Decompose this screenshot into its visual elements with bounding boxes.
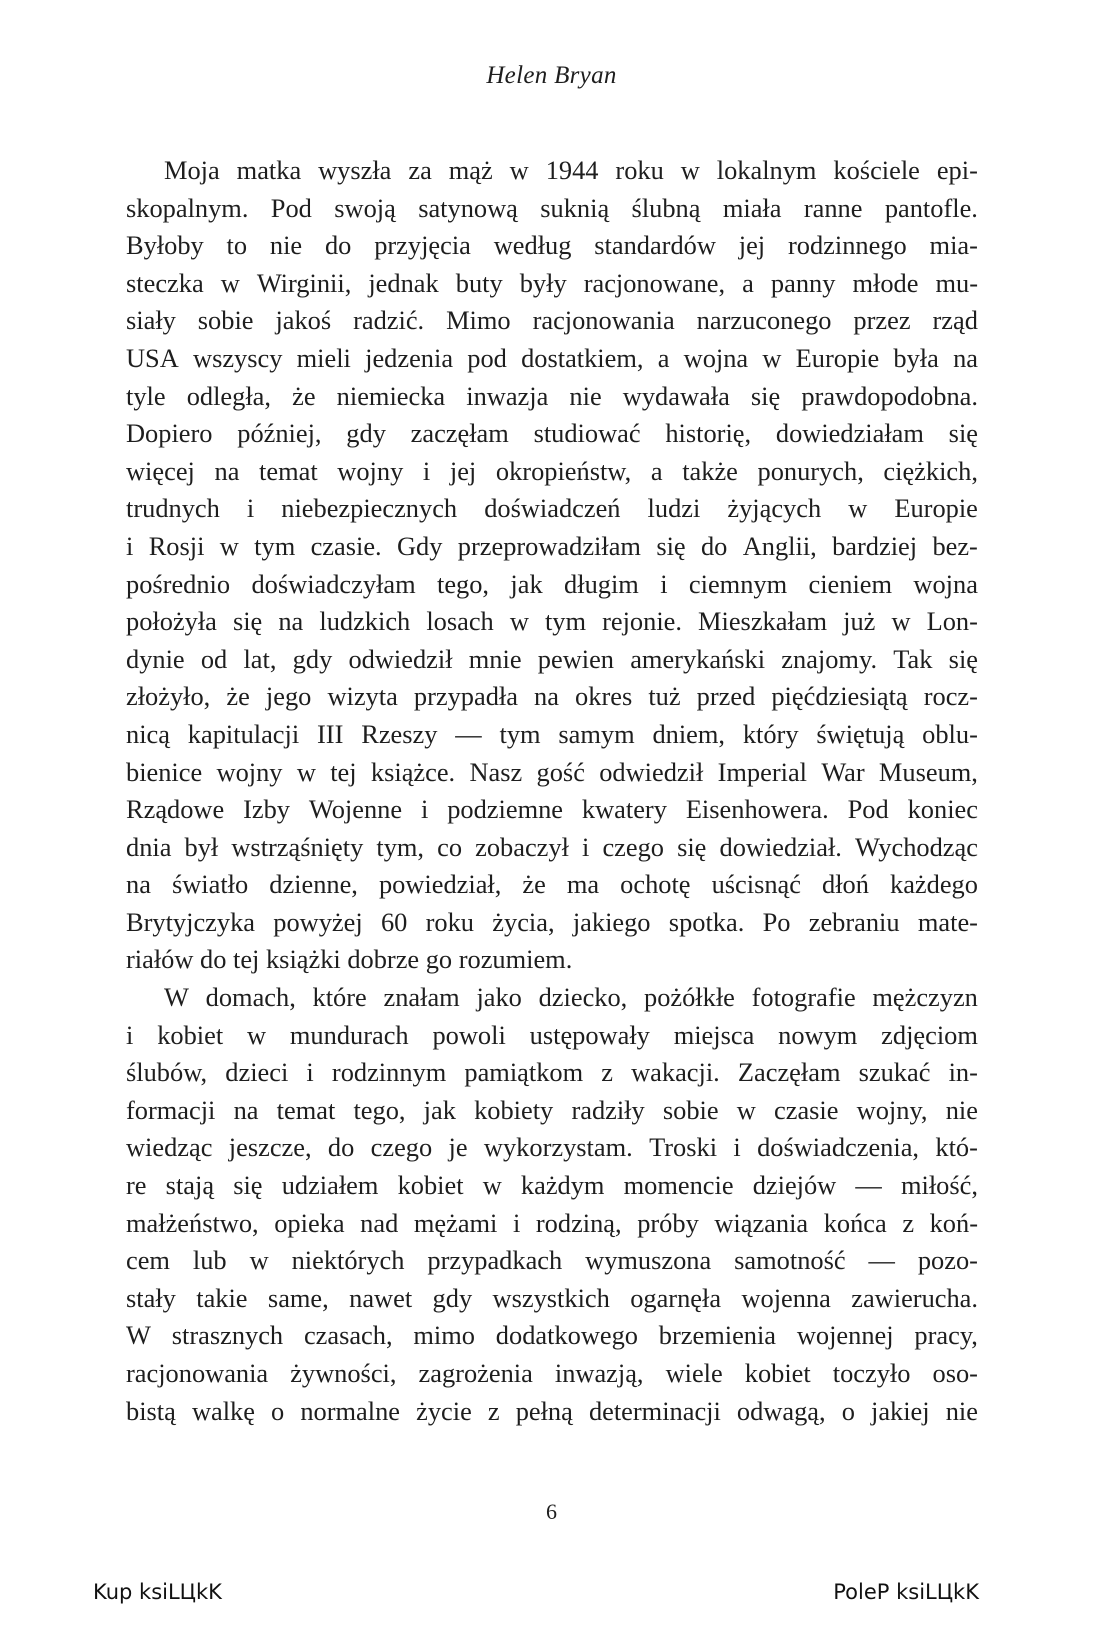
paragraph — [126, 152, 978, 979]
text-line: stały takie same, nawet gdy wszystkich ogarnęła wojenna zawierucha. — [126, 1282, 978, 1313]
text-line: USA wszyscy mieli jedzenia pod dostatkiem, a wojna w Europie była na — [126, 342, 978, 373]
text-line: bistą walkę o normalne życie z pełną determinacji odwagą, o jakiej nie — [126, 1395, 978, 1426]
text-line: Dopiero później, gdy zaczęłam studiować historię, dowiedziałam się — [126, 418, 978, 449]
text-line: skopalnym. Pod swoją satynową suknią ślubną miała ranne pantofle. — [126, 192, 978, 223]
text-line: więcej na temat wojny i jej okropieństw, a także ponurych, ciężkich, — [126, 455, 978, 486]
text-line: tyle odległa, że niemiecka inwazja nie wydawała się prawdopodobna. — [126, 380, 978, 411]
text-line: W strasznych czasach, mimo dodatkowego brzemienia wojennej pracy, — [126, 1320, 978, 1351]
recommend-book-link[interactable]: PoleP ksiLЦkK — [833, 1580, 979, 1604]
text-line: Brytyjczyka powyżej 60 roku życia, jakiego spotka. Po zebraniu mate- — [126, 906, 978, 937]
text-line: siały sobie jakoś radzić. Mimo racjonowania narzuconego przez rząd — [126, 305, 978, 336]
text-line: nicą kapitulacji III Rzeszy — tym samym dniem, który świętują oblu- — [126, 718, 978, 749]
text-line: dynie od lat, gdy odwiedził mnie pewien amerykański znajomy. Tak się — [126, 643, 978, 674]
text-line: steczka w Wirginii, jednak buty były racjonowane, a panny młode mu- — [126, 267, 978, 298]
text-line: racjonowania żywności, zagrożenia inwazją, wiele kobiet toczyło oso- — [126, 1358, 978, 1388]
text-line: małżeństwo, opieka nad mężami i rodziną, próby wiązania końca z koń- — [126, 1207, 978, 1238]
text-line: riałów do tej książki dobrze go rozumiem. — [126, 944, 573, 975]
text-line: dnia był wstrząśnięty tym, co zobaczył i czego się dowiedział. Wychodząc — [126, 831, 978, 862]
paragraph — [126, 979, 978, 1430]
text-line: bienice wojny w tej książce. Nasz gość odwiedził Imperial War Museum, — [126, 756, 978, 787]
page-body-text — [126, 152, 978, 1430]
text-line: Rządowe Izby Wojenne i podziemne kwatery Eisenhowera. Pod koniec — [126, 794, 978, 825]
text-line: i kobiet w mundurach powoli ustępowały miejsca nowym zdjęciom — [126, 1019, 978, 1050]
text-line: wiedząc jeszcze, do czego je wykorzystam. Troski i doświadczenia, któ- — [126, 1132, 978, 1163]
text-line: trudnych i niebezpiecznych doświadczeń ludzi żyjących w Europie — [126, 493, 978, 524]
text-line: re stają się udziałem kobiet w każdym momencie dziejów — miłość, — [126, 1170, 978, 1201]
text-line: formacji na temat tego, jak kobiety radziły sobie w czasie wojny, nie — [126, 1094, 978, 1125]
text-line: i Rosji w tym czasie. Gdy przeprowadziłam się do Anglii, bardziej bez- — [126, 530, 978, 561]
page-number: 6 — [546, 1499, 557, 1524]
text-line: ślubów, dzieci i rodzinnym pamiątkom z wakacji. Zaczęłam szukać in- — [126, 1057, 978, 1088]
running-header-author: Helen Bryan — [486, 62, 617, 89]
text-line: W domach, które znałam jako dziecko, pożółkłe fotografie mężczyzn — [164, 982, 978, 1013]
buy-book-link[interactable]: Kup ksiLЦkK — [93, 1580, 222, 1604]
text-line: pośrednio doświadczyłam tego, jak długim i ciemnym cieniem wojna — [126, 568, 978, 599]
text-line: położyła się na ludzkich losach w tym rejonie. Mieszkałam już w Lon- — [126, 606, 978, 637]
text-line: Byłoby to nie do przyjęcia według standardów jej rodzinnego mia- — [126, 230, 978, 261]
text-line: cem lub w niektórych przypadkach wymuszona samotność — pozo- — [126, 1245, 978, 1276]
text-line: złożyło, że jego wizyta przypadła na okres tuż przed pięćdziesiątą rocz- — [126, 681, 978, 712]
text-line: na światło dzienne, powiedział, że ma ochotę uścisnąć dłoń każdego — [126, 869, 978, 900]
text-line: Moja matka wyszła za mąż w 1944 roku w lokalnym kościele epi- — [164, 155, 978, 185]
